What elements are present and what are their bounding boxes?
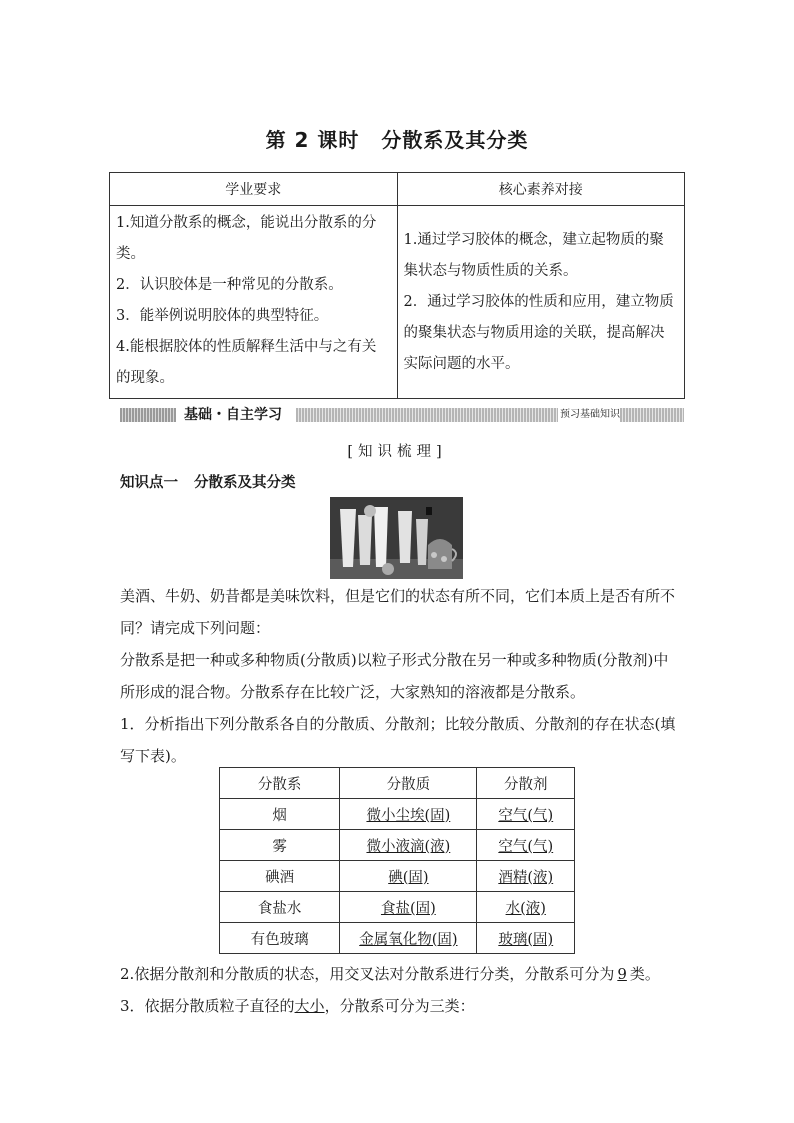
question-3-text: 3．依据分散质粒子直径的大小，分散系可分为三类： [120,997,475,1015]
band-stripe-left [120,408,176,422]
header-academic-requirements: 学业要求 [110,173,398,206]
solvent-answer: 空气(气) [477,830,575,861]
header-system: 分散系 [220,768,340,799]
solute-answer: 微小尘埃(固) [340,799,477,830]
system-cell: 雾 [220,830,340,861]
header-core-literacy: 核心素养对接 [397,173,685,206]
system-cell: 有色玻璃 [220,923,340,954]
solute-answer: 食盐(固) [340,892,477,923]
solvent-answer: 酒精(液) [477,861,575,892]
drinks-photo [330,497,463,579]
solute-answer: 碘(固) [340,861,477,892]
system-cell: 碘酒 [220,861,340,892]
requirement-item: 1.知道分散系的概念，能说出分散系的分类。 [116,215,377,262]
knowledge-review-heading: [知识梳理] [347,444,447,460]
table-row [220,830,575,861]
band-stripe-right [620,408,684,422]
knowledge-point-heading [120,471,296,492]
question-2-text: 2.依据分散剂和分散质的状态，用交叉法对分散系进行分类，分散系可分为 9 类。 [120,965,660,983]
knowledge-point-number: 知识点一 [120,475,178,491]
section-right-label: 预习基础知识 [560,409,620,420]
academic-requirements-cell [110,206,398,399]
drinks-illustration [330,497,463,579]
table-row [220,799,575,830]
table-row [220,892,575,923]
solute-answer: 微小液滴(液) [340,830,477,861]
header-solvent: 分散剂 [477,768,575,799]
solvent-answer: 水(液) [477,892,575,923]
lesson-number: 第 2 课时 [265,128,360,152]
lesson-title [0,124,794,153]
solvent-answer: 空气(气) [477,799,575,830]
lesson-name: 分散系及其分类 [381,128,529,152]
section-label: 基础・自主学习 [180,405,286,425]
system-cell: 烟 [220,799,340,830]
table-row [220,861,575,892]
core-literacy-cell [397,206,685,399]
section-band [120,405,684,425]
size-answer: 大小 [294,997,325,1015]
definition-paragraph: 分散系是把一种或多种物质(分散质)以粒子形式分散在另一种或多种物质(分散剂)中所形成的混合物。分散系存在比较广泛，大家熟知的溶液都是分散系。 [120,651,669,701]
solvent-answer: 玻璃(固) [477,923,575,954]
question-1-text: 1．分析指出下列分散系各自的分散质、分散剂；比较分散质、分散剂的存在状态(填写下表)。 [120,715,676,765]
solute-answer: 金属氧化物(固) [340,923,477,954]
literacy-item: 1.通过学习胶体的概念，建立起物质的聚集状态与物质性质的关系。 [403,231,664,279]
header-solute: 分散质 [340,768,477,799]
requirement-item: 3．能举例说明胶体的典型特征。 [116,308,329,324]
table-row [220,923,575,954]
literacy-item: 2．通过学习胶体的性质和应用，建立物质的聚集状态与物质用途的关联，提高解决实际问题的水平。 [403,293,674,372]
table-header-row [220,768,575,799]
dispersion-table [219,767,575,954]
requirement-item: 4.能根据胶体的性质解释生活中与之有关的现象。 [116,339,377,386]
class-count-answer: 9 [617,965,627,983]
band-stripe-middle [296,408,558,422]
requirements-table [109,172,685,399]
system-cell: 食盐水 [220,892,340,923]
intro-paragraph: 美酒、牛奶、奶昔都是美味饮料，但是它们的状态有所不同，它们本质上是否有所不同？请完成下列问题： [120,587,676,637]
knowledge-point-name: 分散系及其分类 [194,475,296,491]
requirement-item: 2．认识胶体是一种常见的分散系。 [116,277,343,293]
